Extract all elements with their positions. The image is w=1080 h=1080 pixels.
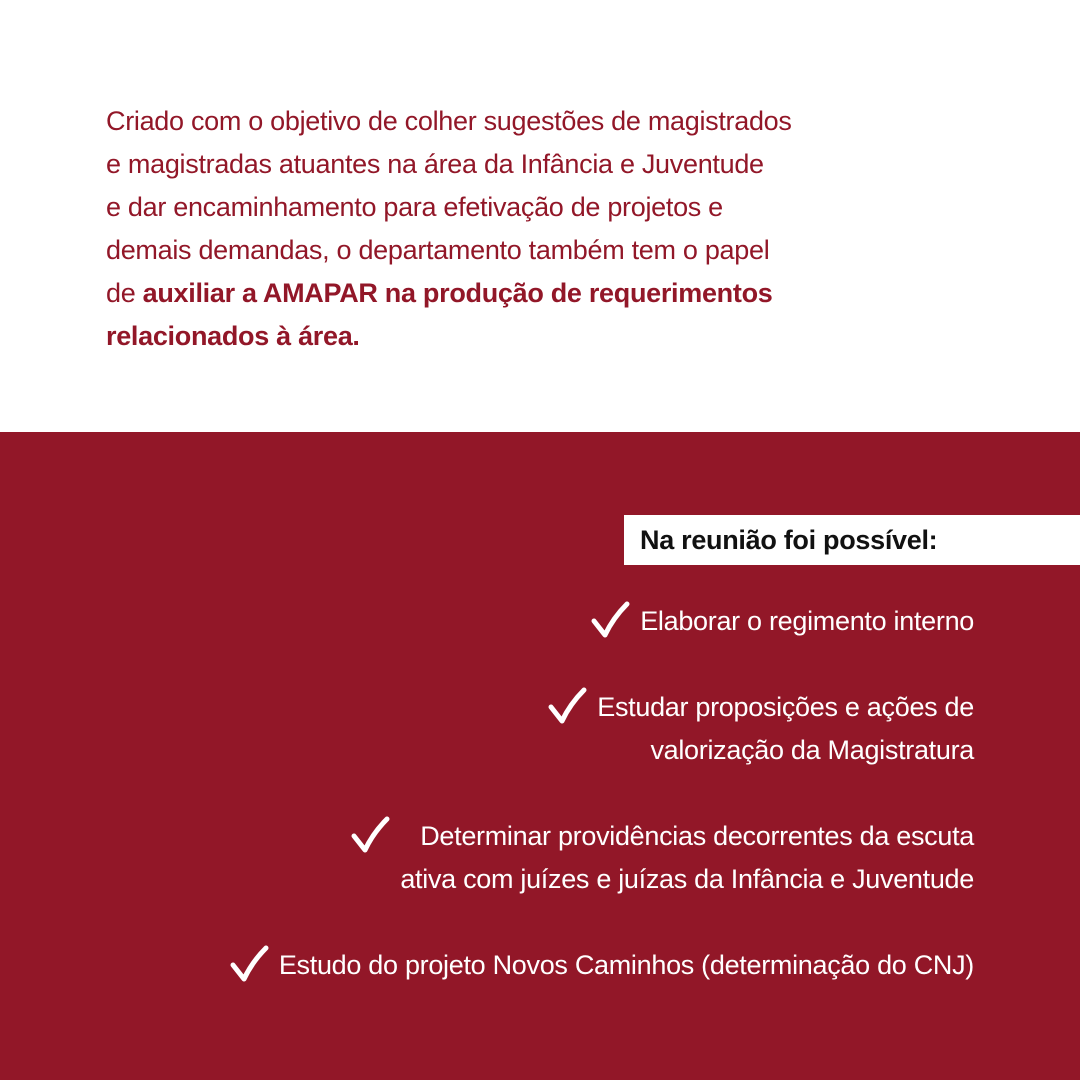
intro-line [106, 315, 926, 358]
intro-line: e magistradas atuantes na área da Infância e Juventude [106, 149, 764, 179]
intro-line: Criado com o objetivo de colher sugestões de magistrados [106, 106, 792, 136]
checkmark-icon [350, 815, 390, 855]
checklist-item [350, 815, 974, 901]
checklist-item-text: Elaborar o regimento interno [640, 606, 974, 636]
meeting-panel [0, 432, 1080, 1080]
checklist-item [590, 600, 974, 643]
intro-line: demais demandas, o departamento também tem o papel [106, 235, 770, 265]
checklist-item-text: Determinar providências decorrentes da escuta [420, 821, 974, 851]
checkmark-icon [590, 600, 630, 640]
checklist-item [547, 686, 974, 772]
checklist-item-text: Estudar proposições e ações de [597, 692, 974, 722]
intro-highlight-end: relacionados à área. [106, 321, 360, 351]
intro-line: e dar encaminhamento para efetivação de projetos e [106, 192, 723, 222]
intro-paragraph [106, 100, 926, 358]
intro-line [106, 272, 926, 315]
intro-section [0, 0, 1080, 432]
checklist-item-text: ativa com juízes e juízas da Infância e Juventude [400, 864, 974, 894]
intro-highlight: auxiliar a AMAPAR na produção de requerimentos [142, 278, 773, 308]
intro-line-prefix: de [106, 278, 143, 308]
checklist-item-text: Estudo do projeto Novos Caminhos (determinação do CNJ) [278, 950, 974, 980]
meeting-heading: Na reunião foi possível: [640, 525, 938, 555]
checkmark-icon [547, 686, 587, 726]
checklist-item-text: valorização da Magistratura [650, 735, 974, 765]
checklist-item [229, 944, 974, 987]
checkmark-icon [229, 944, 269, 984]
